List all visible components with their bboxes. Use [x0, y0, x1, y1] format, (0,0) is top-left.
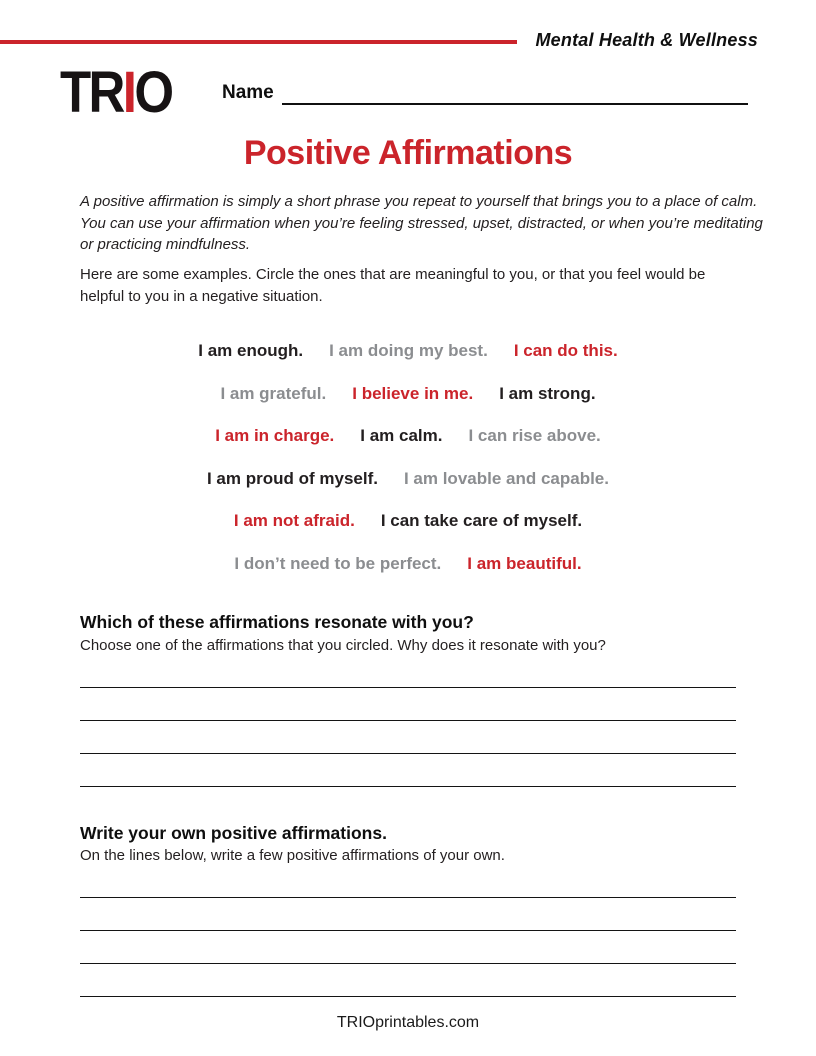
affirmation-item[interactable]: I am strong. [499, 383, 596, 403]
affirmation-row [0, 511, 816, 530]
affirmation-row [0, 384, 816, 403]
name-label: Name [222, 82, 274, 103]
affirmation-item[interactable]: I can rise above. [468, 426, 601, 445]
affirmations-list [0, 341, 816, 596]
website-footer: TRIOprintables.com [336, 1014, 480, 1031]
affirmation-row [0, 469, 816, 488]
logo-letter-o: O [134, 60, 172, 125]
section-2-answer-lines [80, 865, 736, 997]
logo-letter-i: I [122, 60, 135, 125]
name-input-line[interactable] [282, 80, 748, 105]
examples-line: helpful to you in a negative situation. [80, 287, 323, 305]
trio-logo [60, 60, 172, 125]
answer-line[interactable] [80, 754, 736, 787]
answer-line[interactable] [80, 931, 736, 964]
affirmation-item[interactable]: I don’t need to be perfect. [234, 553, 442, 573]
page-title: Positive Affirmations [243, 134, 573, 172]
affirmation-item[interactable]: I am not afraid. [233, 511, 355, 530]
affirmation-row [0, 426, 816, 445]
affirmation-item[interactable]: I am beautiful. [467, 553, 582, 573]
affirmation-item[interactable]: I am calm. [360, 426, 443, 445]
logo-letters-tr: TR [60, 60, 123, 125]
intro-line: A positive affirmation is simply a short phrase you repeat to yourself that brings you to a place of calm. [80, 193, 758, 210]
name-row [222, 80, 748, 105]
affirmation-item[interactable]: I can take care of myself. [380, 511, 583, 530]
affirmation-item[interactable]: I am grateful. [220, 383, 327, 403]
answer-line[interactable] [80, 655, 736, 688]
answer-line[interactable] [80, 865, 736, 898]
affirmation-item[interactable]: I am proud of myself. [206, 468, 378, 488]
affirmation-item[interactable]: I believe in me. [352, 383, 474, 403]
section-2-subtext: On the lines below, write a few positive affirmations of your own. [80, 847, 505, 864]
section-2-heading: Write your own positive affirmations. [80, 823, 387, 843]
section-1-answer-lines [80, 655, 736, 787]
affirmation-row [0, 554, 816, 573]
affirmation-item[interactable]: I am in charge. [215, 426, 335, 445]
affirmation-item[interactable]: I am enough. [198, 341, 304, 360]
intro-line: or practicing mindfulness. [80, 236, 251, 253]
answer-line[interactable] [80, 898, 736, 931]
answer-line[interactable] [80, 688, 736, 721]
examples-paragraph [80, 264, 705, 307]
header-accent-rule [0, 40, 517, 44]
category-label: Mental Health & Wellness [535, 30, 758, 50]
intro-paragraph [80, 191, 763, 256]
section-1-heading: Which of these affirmations resonate with you? [80, 612, 474, 632]
affirmation-item[interactable]: I am lovable and capable. [403, 468, 609, 488]
intro-line: You can use your affirmation when you’re feeling stressed, upset, distracted, or when you’re meditating [80, 214, 763, 232]
answer-line[interactable] [80, 721, 736, 754]
affirmation-item[interactable]: I can do this. [513, 341, 618, 360]
section-1-subtext: Choose one of the affirmations that you circled. Why does it resonate with you? [80, 637, 606, 654]
affirmation-item[interactable]: I am doing my best. [329, 341, 488, 360]
affirmation-row [0, 341, 816, 360]
examples-line: Here are some examples. Circle the ones that are meaningful to you, or that you feel would be [80, 266, 706, 283]
answer-line[interactable] [80, 964, 736, 997]
